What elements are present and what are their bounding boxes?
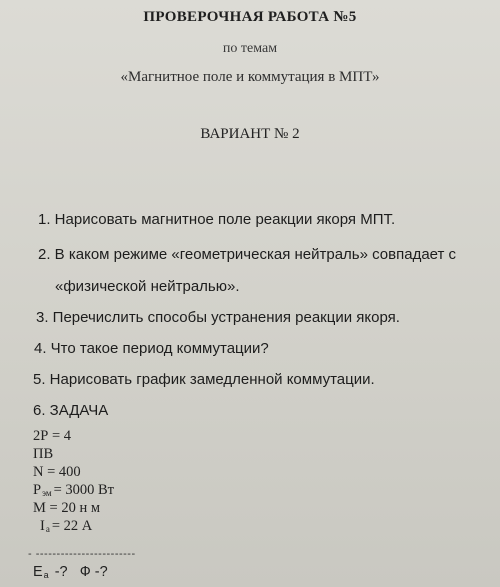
task-divider: - ------------------------	[28, 548, 136, 560]
task-find	[33, 564, 108, 580]
power-value: = 3000 Вт	[53, 482, 114, 498]
task-power	[33, 482, 114, 499]
task-current	[40, 518, 92, 535]
task-poles: 2Р = 4	[33, 428, 71, 444]
find-symbol: Е	[33, 564, 43, 580]
task-moment: М = 20 н м	[33, 500, 101, 516]
question-6-task-heading: 6. ЗАДАЧА	[33, 402, 109, 419]
page-title: ПРОВЕРОЧНАЯ РАБОТА №5	[143, 9, 357, 25]
current-subscript: а	[45, 524, 50, 534]
topic-line: «Магнитное поле и коммутация в МПТ»	[120, 69, 380, 85]
question-2: 2. В каком режиме «геометрическая нейтраль» совпадает с	[38, 246, 457, 263]
find-unknowns: -? Ф -?	[54, 564, 108, 580]
page-subtitle: по темам	[222, 41, 278, 56]
current-symbol: I	[40, 518, 45, 534]
current-value: = 22 А	[51, 518, 93, 534]
question-1: 1. Нарисовать магнитное поле реакции якоря МПТ.	[38, 211, 396, 228]
power-subscript: эм	[42, 488, 52, 498]
question-5: 5. Нарисовать график замедленной коммутации.	[33, 371, 375, 388]
question-4: 4. Что такое период коммутации?	[34, 340, 269, 357]
question-3: 3. Перечислить способы устранения реакции якоря.	[36, 309, 400, 326]
task-winding: ПВ	[33, 446, 54, 462]
task-speed: N = 400	[33, 464, 81, 480]
question-2-continuation: «физической нейтралью».	[55, 278, 240, 295]
power-symbol: Р	[33, 482, 42, 498]
find-subscript: а	[43, 570, 49, 580]
variant-heading: ВАРИАНТ № 2	[200, 126, 300, 142]
